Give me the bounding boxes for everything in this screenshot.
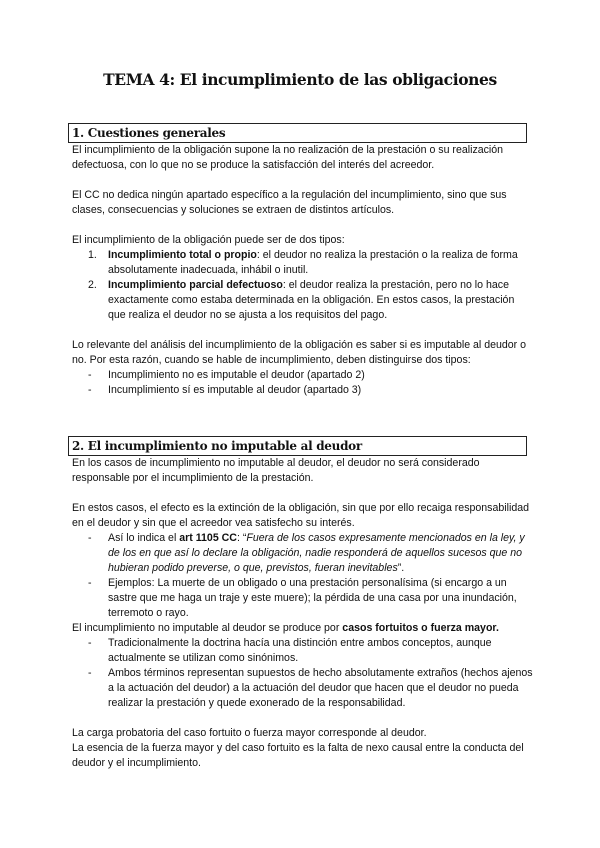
section-1-heading: 1. Cuestiones generales <box>68 123 527 143</box>
term-description: : el deudor no realiza la prestación o la realiza de forma absolutamente inadecuada, inhábil o inutil. <box>108 249 518 276</box>
article-quote: Fuera de los casos expresamente mencionados en la ley, y de los en que así lo declare la obligación, nadie responderá de aquellos sucesos que no hubieran podido preverse, o que, previstos, fueran inevitables <box>108 532 525 574</box>
term-description: : el deudor realiza la prestación, pero no lo hace exactamente como estaba determinada en la obligación. En estos casos, la prestación que realiza el deudor no se ajusta a los requisitos del pago. <box>108 279 515 321</box>
document-title: TEMA 4: El incumplimiento de las obligaciones <box>103 70 497 89</box>
list-item <box>72 636 534 666</box>
dash-marker: - <box>88 369 92 381</box>
dash-marker: - <box>88 667 92 679</box>
paragraph: Lo relevante del análisis del incumplimiento de la obligación es saber si es imputable al deudor o no. Por esta razón, cuando se hable de incumplimiento, deben distinguirse dos tipos: <box>72 339 527 366</box>
bullet-text: Ejemplos: La muerte de un obligado o una prestación personalísima (si encargo a un sastre que me haga un traje y este muere); la pérdida de una casa por una inundación, terremoto o rayo. <box>108 577 517 619</box>
paragraph: El CC no dedica ningún apartado específico a la regulación del incumplimiento, sino que sus clases, consecuencias y soluciones se extraen de distintos artículos. <box>72 189 507 216</box>
dash-marker: - <box>88 532 92 544</box>
list-item <box>72 368 534 383</box>
term: Incumplimiento parcial defectuoso <box>108 279 283 291</box>
bullet-text: Así lo indica el <box>108 532 180 544</box>
paragraph: El incumplimiento de la obligación puede ser de dos tipos: <box>72 234 345 246</box>
paragraph: En los casos de incumplimiento no imputable al deudor, el deudor no será considerado responsable por el incumplimiento de la prestación. <box>72 457 480 484</box>
list-item <box>72 666 534 711</box>
term: Incumplimiento total o propio <box>108 249 257 261</box>
bold-phrase: casos fortuitos o fuerza mayor. <box>342 622 499 634</box>
section-2-body <box>72 456 534 771</box>
punctuation: : “ <box>236 532 247 544</box>
punctuation: ”. <box>397 562 405 574</box>
dash-marker: - <box>88 384 92 396</box>
section-1-body <box>72 143 534 398</box>
list-marker: 1. <box>88 249 97 261</box>
paragraph: El incumplimiento de la obligación supone la no realización de la prestación o su realización defectuosa, con lo que no se produce la satisfacción del interés del acreedor. <box>72 144 504 171</box>
dash-marker: - <box>88 577 92 589</box>
paragraph <box>72 621 534 636</box>
list-item <box>72 278 534 323</box>
bullet-text: Incumplimiento no es imputable el deudor (apartado 2) <box>108 369 365 381</box>
list-item <box>72 383 534 398</box>
list-marker: 2. <box>88 279 97 291</box>
paragraph: La esencia de la fuerza mayor y del caso fortuito es la falta de nexo causal entre la conducta del deudor y el incumplimiento. <box>72 742 524 769</box>
bullet-text: Ambos términos representan supuestos de hecho absolutamente extraños (hechos ajenos a la actuación del deudor) a la actuación del deudor que hacen que el deudor no pueda realizar la prestación y quede exonerado de la responsabilidad. <box>108 667 533 709</box>
paragraph: En estos casos, el efecto es la extinción de la obligación, sin que por ello recaiga responsabilidad en el deudor y sin que el acreedor vea satisfecho su interés. <box>72 502 529 529</box>
list-item <box>72 248 534 278</box>
section-2-heading: 2. El incumplimiento no imputable al deudor <box>68 436 527 456</box>
article-reference: art 1105 CC <box>179 532 237 544</box>
bullet-text: Tradicionalmente la doctrina hacía una distinción entre ambos conceptos, aunque actualmente se utilizan como sinónimos. <box>108 637 492 664</box>
paragraph-text: El incumplimiento no imputable al deudor se produce por <box>72 622 343 634</box>
bullet-text: Incumplimiento sí es imputable al deudor (apartado 3) <box>108 384 362 396</box>
paragraph: La carga probatoria del caso fortuito o fuerza mayor corresponde al deudor. <box>72 727 427 739</box>
dash-marker: - <box>88 637 92 649</box>
list-item <box>72 576 534 621</box>
list-item <box>72 531 534 576</box>
